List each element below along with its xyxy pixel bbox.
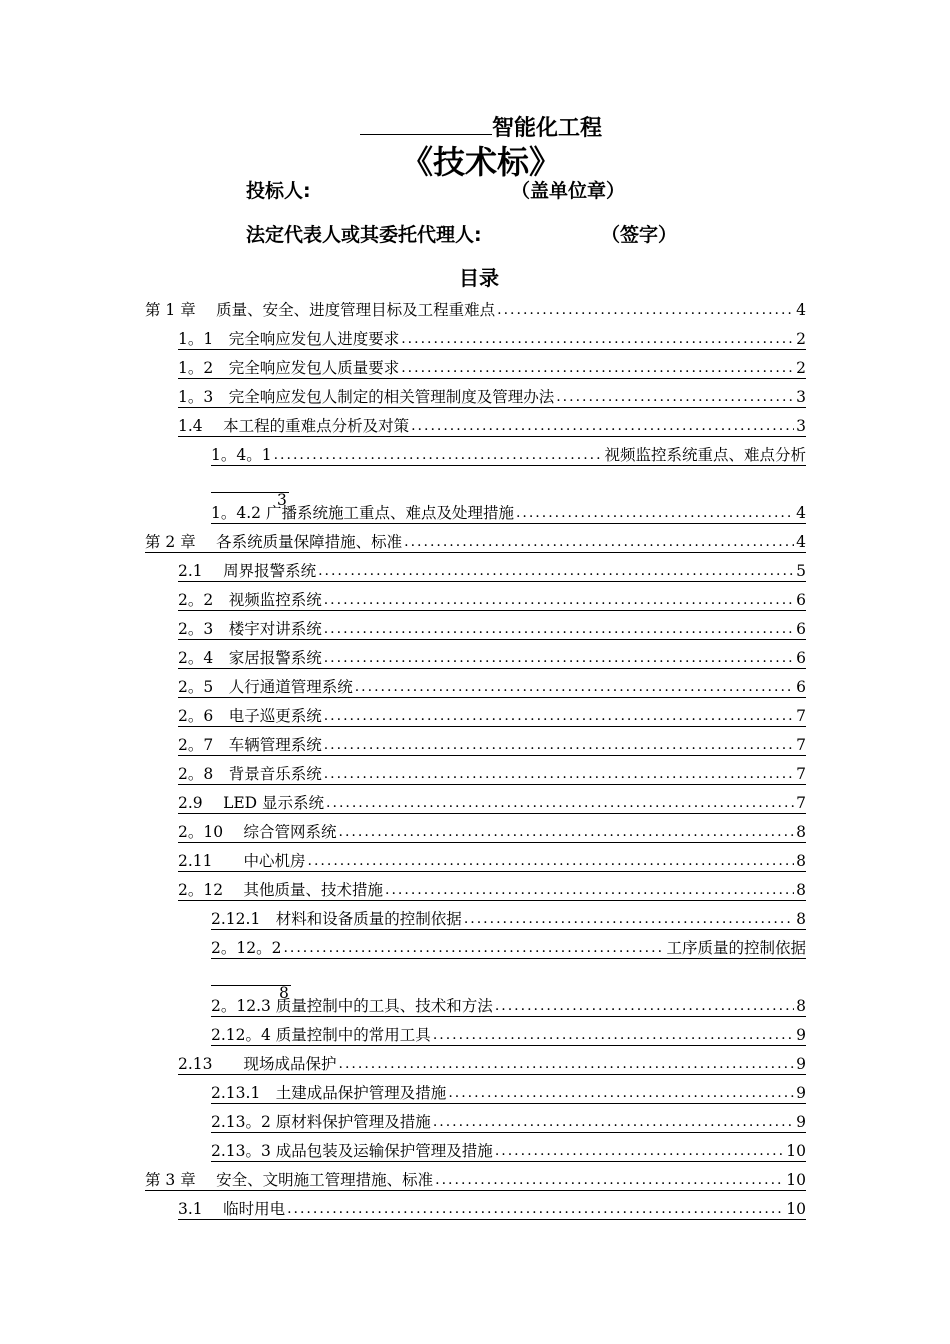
toc-entry-label: 2。5 人行通道管理系统 [178,678,353,696]
toc-entry[interactable] [178,383,806,408]
representative-sign-note: （签字） [601,224,678,246]
toc-dot-leader [324,764,794,784]
toc-entry-chapter[interactable] [145,296,806,320]
toc-entry-page: 7 [796,736,806,754]
toc-dot-leader [324,619,794,639]
toc-entry-page: 7 [796,765,806,783]
toc-entry-label: 2。4 家居报警系统 [178,649,322,667]
toc-entry-label: 2.1 周界报警系统 [178,562,317,580]
toc-entry[interactable] [211,1137,806,1162]
toc-dot-leader [355,677,794,697]
toc-entry[interactable] [211,905,806,930]
toc-entry[interactable] [211,1021,806,1046]
toc-entry-label: 第 3 章 安全、文明施工管理措施、标准 [145,1171,434,1189]
toc-entry-page: 10 [786,1200,806,1218]
toc-entry[interactable] [178,847,806,872]
toc-entry[interactable] [211,1108,806,1133]
toc-dot-leader [495,996,794,1016]
toc-dot-leader [404,532,794,552]
toc-entry[interactable] [178,760,806,785]
toc-dot-leader [326,793,794,813]
toc-dot-leader [287,1199,784,1219]
toc-dot-leader [324,648,794,668]
toc-entry-label: 2。6 电子巡更系统 [178,707,322,725]
toc-entry-page: 9 [796,1026,806,1044]
toc-entry-label: 2.9 LED 显示系统 [178,794,325,812]
toc-entry-page: 7 [796,794,806,812]
toc-dot-leader [556,387,794,407]
toc-entry-page: 8 [796,881,806,899]
toc-dot-leader [324,590,794,610]
toc-entry-page: 4 [796,504,806,522]
toc-entry[interactable] [178,644,806,669]
toc-entry-page: 9 [796,1084,806,1102]
toc-entry-page: 5 [796,562,806,580]
toc-entry-page: 3 [277,491,287,509]
toc-dot-leader [274,445,603,465]
toc-entry-heading: 视频监控系统重点、难点分析 [604,446,806,464]
toc-dot-leader [324,735,794,755]
toc-entry-page: 4 [796,301,806,319]
document-title: 《技术标》 [400,143,561,181]
toc-entry-wrapped[interactable] [211,441,806,466]
toc-entry-label: 1。1 完全响应发包人进度要求 [178,330,400,348]
toc-entry-label: 第 1 章 质量、安全、进度管理目标及工程重难点 [145,301,496,319]
toc-entry-label: 2.11 中心机房 [178,852,306,870]
toc-entry-label: 2。12 其他质量、技术措施 [178,881,384,899]
toc-entry[interactable] [178,789,806,814]
toc-entry-page: 2 [796,330,806,348]
toc-entry[interactable] [178,354,806,379]
toc-entry-heading: 工序质量的控制依据 [666,939,806,957]
toc-entry-label: 2.13。3 成品包装及运输保护管理及措施 [211,1142,493,1160]
toc-entry[interactable] [211,499,806,524]
toc-entry[interactable] [178,412,806,437]
toc-entry-page: 8 [796,997,806,1015]
toc-entry-label: 第 2 章 各系统质量保障措施、标准 [145,533,403,551]
toc-dot-leader [497,300,794,320]
toc-dot-leader [283,938,664,958]
toc-entry-label: 1。4。1 [211,446,272,464]
toc-entry-label: 2.13。2 原材料保护管理及措施 [211,1113,431,1131]
toc-entry-label: 2.12。4 质量控制中的常用工具 [211,1026,431,1044]
project-suffix: 智能化工程 [492,116,603,141]
toc-title: 目录 [459,266,499,290]
toc-dot-leader [435,1170,784,1190]
bidder-label: 投标人: [246,180,311,202]
toc-entry[interactable] [178,1195,806,1220]
toc-entry-label: 2。12.3 质量控制中的工具、技术和方法 [211,997,493,1015]
toc-entry-label: 2。3 楼宇对讲系统 [178,620,322,638]
toc-dot-leader [448,1083,794,1103]
representative-row [246,220,678,247]
toc-entry-page: 9 [796,1055,806,1073]
toc-entry[interactable] [178,1050,806,1075]
toc-entry-page: 4 [796,533,806,551]
representative-label: 法定代表人或其委托代理人: [246,224,482,246]
toc-entry[interactable] [211,1079,806,1104]
toc-entry-label: 3.1 临时用电 [178,1200,286,1218]
toc-entry-page: 8 [796,910,806,928]
toc-dot-leader [385,880,794,900]
toc-entry-label: 1。2 完全响应发包人质量要求 [178,359,400,377]
toc-dot-leader [318,561,794,581]
toc-entry-label: 2。12。2 [211,939,282,957]
toc-entry[interactable] [178,731,806,756]
toc-dot-leader [495,1141,784,1161]
bidder-row [246,176,626,203]
toc-dot-leader [464,909,794,929]
toc-entry[interactable] [178,325,806,350]
toc-entry-label: 2。7 车辆管理系统 [178,736,322,754]
toc-entry-wrap-page[interactable] [211,963,291,1002]
toc-entry-chapter[interactable] [145,528,806,553]
toc-dot-leader [339,822,795,842]
toc-entry-label: 2.13.1 土建成品保护管理及措施 [211,1084,447,1102]
toc-entry-page: 8 [279,984,289,1002]
toc-entry-page: 8 [796,823,806,841]
toc-entry-wrapped[interactable] [211,934,806,959]
project-name-blank [360,112,492,135]
toc-dot-leader [401,329,794,349]
toc-entry-label: 2.13 现场成品保护 [178,1055,337,1073]
toc-entry-page: 3 [796,417,806,435]
toc-entry-page: 6 [796,678,806,696]
toc-entry[interactable] [178,702,806,727]
toc-entry-page: 6 [796,591,806,609]
toc-entry[interactable] [178,673,806,698]
toc-entry-page: 7 [796,707,806,725]
toc-dot-leader [516,503,794,523]
toc-entry[interactable] [178,557,806,582]
toc-entry-wrap-page[interactable] [211,470,289,509]
toc-entry[interactable] [211,992,806,1017]
toc-dot-leader [324,706,794,726]
toc-entry-page: 2 [796,359,806,377]
toc-entry-page: 10 [786,1142,806,1160]
toc-entry-label: 2.12.1 材料和设备质量的控制依据 [211,910,462,928]
toc-entry-page: 10 [786,1171,806,1189]
toc-dot-leader [433,1112,794,1132]
toc-entry-page: 9 [796,1113,806,1131]
toc-entry-page: 6 [796,649,806,667]
toc-entry[interactable] [178,615,806,640]
toc-dot-leader [339,1054,795,1074]
toc-entry[interactable] [178,818,806,843]
toc-entry-page: 8 [796,852,806,870]
toc-entry[interactable] [178,586,806,611]
toc-entry-label: 1.4 本工程的重难点分析及对策 [178,417,410,435]
toc-entry-label: 2。2 视频监控系统 [178,591,322,609]
toc-dot-leader [433,1025,794,1045]
toc-entry-chapter[interactable] [145,1166,806,1191]
toc-entry-page: 6 [796,620,806,638]
toc-dot-leader [401,358,794,378]
toc-entry-label: 1。4.2 广播系统施工重点、难点及处理措施 [211,504,514,522]
toc-entry[interactable] [178,876,806,901]
toc-dot-leader [411,416,794,436]
toc-entry-page: 3 [796,388,806,406]
bidder-seal-note: （盖单位章） [511,180,626,202]
toc-entry-label: 2。8 背景音乐系统 [178,765,322,783]
toc-entry-label: 1。3 完全响应发包人制定的相关管理制度及管理办法 [178,388,555,406]
toc-dot-leader [308,851,795,871]
toc-entry-label: 2。10 综合管网系统 [178,823,337,841]
